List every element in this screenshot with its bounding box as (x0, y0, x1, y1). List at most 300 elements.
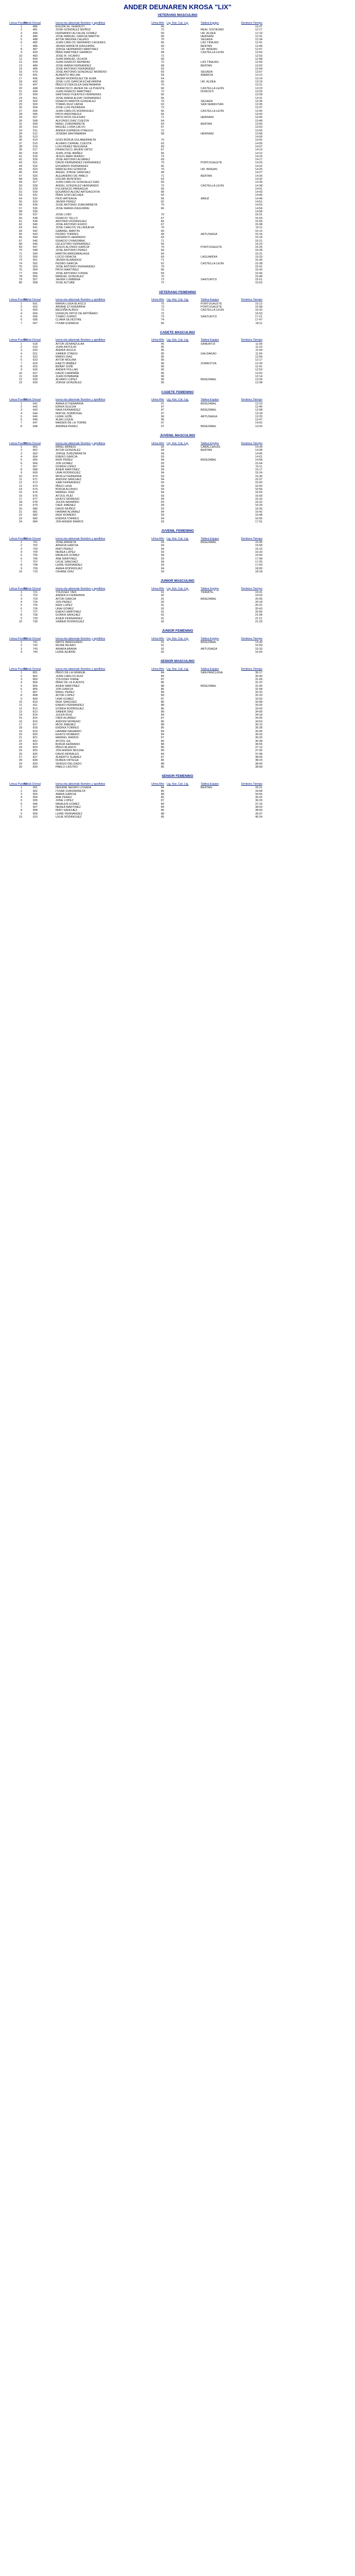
bib-cell: 728 (32, 614, 38, 617)
column-header-club: Taldea Equipo (201, 298, 219, 302)
bib-cell: 813 (32, 710, 38, 714)
birth-year-cell: 73 (161, 155, 164, 158)
column-header-club: Taldea Equipo (201, 667, 219, 671)
bib-cell: 904 (32, 796, 38, 800)
position-cell: 19 (19, 504, 22, 507)
club-cell: BIDEZABAL (201, 402, 217, 405)
bib-cell: 678 (32, 501, 38, 504)
bib-cell: 724 (32, 601, 38, 604)
bib-cell: 818 (32, 726, 38, 730)
runner-name-cell: AINHOA GARCIA (56, 544, 79, 548)
runner-name-cell: JOSE LOIDI (56, 213, 72, 217)
position-cell: 41 (19, 155, 22, 158)
position-cell: 6 (20, 802, 22, 806)
runner-name-cell: JOSE ANTONIO EGIDO (56, 223, 87, 227)
bib-cell: 644 (32, 412, 38, 415)
position-cell: 5 (20, 415, 22, 418)
result-row (9, 570, 346, 573)
bib-cell: 722 (32, 594, 38, 598)
finish-time-cell: 15:37 (255, 478, 262, 482)
league-category-cell (167, 520, 200, 523)
finish-time-cell: 34:53 (255, 720, 262, 723)
birth-year-cell: 69 (161, 145, 164, 148)
birth-year-cell: 94 (161, 465, 164, 468)
section-title: SENIOR FEMENINO (162, 774, 193, 778)
finish-time-cell: 14:38 (255, 449, 262, 452)
birth-year-cell: 69 (161, 44, 164, 48)
bib-cell: 496 (32, 31, 38, 35)
runner-name-cell: ENDIKA TORRES (56, 517, 79, 520)
position-cell: 21 (19, 511, 22, 514)
position-cell: 33 (19, 129, 22, 132)
position-cell: 4 (20, 796, 22, 800)
birth-year-cell: 86 (161, 726, 164, 730)
finish-time-cell: 40:24 (255, 815, 262, 819)
runner-name-cell: JUAN IGNACIO REPARAZ (56, 61, 91, 64)
runner-name-cell: JUAN MANUEL OCHOA (56, 57, 87, 61)
runner-name-cell: EKAITZ MORENO (56, 497, 80, 501)
bib-cell: 808 (32, 694, 38, 698)
birth-year-cell: 91 (161, 597, 164, 601)
bib-cell: 820 (32, 733, 38, 736)
birth-year-cell: 93 (161, 507, 164, 511)
finish-time-cell: 12:07 (255, 25, 262, 28)
bib-cell: 623 (32, 359, 38, 362)
club-cell: LAS TINAJAS (201, 61, 219, 64)
runner-name-cell: AITOR GONZALEZ (56, 449, 81, 452)
birth-year-cell: 91 (161, 604, 164, 607)
bib-cell: 662 (32, 449, 38, 452)
finish-time-cell: 16:16 (255, 497, 262, 501)
birth-year-cell: 65 (161, 96, 164, 100)
bib-cell: 603 (32, 309, 38, 312)
finish-time-cell: 12:50 (255, 51, 262, 55)
bib-cell: 709 (32, 567, 38, 570)
finish-time-cell: 16:55 (255, 517, 262, 520)
club-cell: CASTELLA LEON (201, 184, 224, 188)
club-cell: ARTUSIAGA (201, 415, 218, 418)
position-cell: 3 (20, 792, 22, 796)
birth-year-cell: 72 (161, 129, 164, 132)
birth-year-cell: 91 (161, 644, 164, 648)
league-category-cell (167, 381, 200, 384)
bib-cell: 554 (32, 268, 38, 272)
finish-time-cell: 16:09 (255, 494, 262, 498)
finish-time-cell: 15:23 (255, 242, 262, 246)
runner-name-cell: ASIER FERNANDEZ (56, 617, 83, 620)
finish-time-cell: 13:40 (255, 109, 262, 113)
birth-year-cell: 63 (161, 236, 164, 240)
runner-name-cell: ANTONIO RODRIGUEZ (56, 219, 87, 223)
runner-name-cell: JOSE MANUEL GARCIA MARTIN (56, 35, 99, 38)
position-cell: 75 (19, 265, 22, 268)
birth-year-cell: 88 (161, 723, 164, 727)
finish-time-cell: 33:08 (255, 700, 262, 704)
column-header-position: Lekua Puesto (9, 398, 27, 402)
runner-name-cell: IKER PEREZ (56, 459, 73, 462)
runner-name-cell: BORJA SERRANO (56, 742, 80, 746)
club-cell: ZORROTZA (201, 362, 217, 365)
bib-cell: 667 (32, 465, 38, 468)
runner-name-cell: IGNACIO OYARZABAL (56, 239, 86, 243)
finish-time-cell: 14:41 (255, 187, 262, 191)
position-cell: 6 (20, 41, 22, 45)
section-title: CADETE MASCULINO (160, 330, 195, 334)
club-cell: SEGADA (201, 99, 213, 103)
position-cell: 57 (19, 207, 22, 210)
position-cell: 9 (20, 471, 22, 475)
bib-cell: 526 (32, 177, 38, 181)
finish-time-cell: 16:48 (255, 514, 262, 517)
birth-year-cell: 94 (161, 459, 164, 462)
position-cell: 47 (19, 174, 22, 178)
runner-name-cell: IBON ETXEBERRIA (56, 474, 82, 478)
birth-year-cell: 64 (161, 194, 164, 197)
column-header-league-category: Lig. Kat. Cat. Lig. (167, 667, 189, 671)
bib-cell: 543 (32, 233, 38, 236)
position-cell: 80 (19, 281, 22, 285)
birth-year-cell: 89 (161, 691, 164, 694)
bib-cell: 521 (32, 161, 38, 165)
birth-year-cell: 95 (161, 355, 164, 359)
bib-cell: 803 (32, 677, 38, 681)
bib-cell: 602 (32, 306, 38, 309)
runner-name-cell: PEIO ARTEAGA (56, 197, 77, 200)
finish-time-cell: 14:02 (255, 421, 262, 425)
bib-cell: 509 (32, 122, 38, 126)
runner-name-cell: IÑAKI GOICOECHEA (56, 194, 84, 197)
runner-name-cell: IÑIGO BLANCO (56, 746, 77, 750)
runner-name-cell: LEIRE GOÑI (56, 415, 73, 418)
position-cell: 6 (20, 607, 22, 611)
runner-name-cell: MAIALEN GOMEZ (56, 554, 80, 557)
runner-name-cell: XABI FERNANDEZ (56, 481, 81, 485)
bib-cell: 551 (32, 259, 38, 262)
position-cell: 6 (20, 359, 22, 362)
finish-time-cell: 13:42 (255, 113, 262, 116)
position-cell: 3 (20, 452, 22, 455)
birth-year-cell: 94 (161, 547, 164, 551)
finish-time-cell: 15:40 (255, 541, 262, 545)
birth-year-cell: 68 (161, 171, 164, 175)
bib-cell: 814 (32, 714, 38, 717)
position-cell: 23 (19, 96, 22, 100)
birth-year-cell: 94 (161, 544, 164, 548)
birth-year-cell: 84 (161, 671, 164, 675)
bib-cell: 536 (32, 210, 38, 213)
bib-cell: 826 (32, 752, 38, 756)
category-cell (39, 816, 52, 819)
birth-year-cell: 87 (161, 799, 164, 803)
bib-cell: 528 (32, 184, 38, 188)
birth-year-cell: 86 (161, 765, 164, 769)
club-cell: SEGADA (201, 71, 213, 74)
finish-time-cell: 19:53 (255, 594, 262, 598)
birth-year-cell: 69 (161, 256, 164, 259)
position-cell: 30 (19, 119, 22, 123)
position-cell: 5 (20, 459, 22, 462)
finish-time-cell: 35:28 (255, 726, 262, 730)
finish-time-cell: 36:03 (255, 733, 262, 736)
runner-name-cell: NEREA LOPEZ (56, 551, 76, 554)
column-header-row (9, 438, 346, 445)
column-header-league-category: Lig. Kat. Cat. Lig. (167, 398, 189, 402)
runner-name-cell: IÑIGO LASA (56, 484, 72, 488)
birth-year-cell: 93 (161, 468, 164, 472)
club-cell: AMAROA (201, 74, 214, 77)
runner-name-cell: LUCIO GRACIA (56, 256, 77, 259)
birth-year-cell: 69 (161, 122, 164, 126)
column-header-position: Lekua Puesto (9, 637, 27, 640)
runner-name-cell: AITZOL GIL (56, 739, 71, 743)
birth-year-cell: 65 (161, 109, 164, 113)
finish-time-cell: 15:33 (255, 647, 262, 651)
birth-year-cell: 95 (161, 371, 164, 375)
position-cell: 22 (19, 514, 22, 517)
position-cell: 6 (20, 687, 22, 691)
bib-cell: 546 (32, 242, 38, 246)
birth-year-cell: 93 (161, 481, 164, 485)
birth-year-cell: 94 (161, 449, 164, 452)
column-header-league-category: Lig. Kat. Cat. Lig. (167, 782, 189, 786)
finish-time-cell: 13:26 (255, 90, 262, 93)
club-cell: UR. BIDEAN (201, 168, 218, 172)
position-cell: 7 (20, 321, 22, 325)
birth-year-cell: 88 (161, 684, 164, 688)
birth-year-cell: 97 (161, 402, 164, 405)
runner-name-cell: JUAN CARLOS GONZALEZ DIAZ (56, 181, 100, 184)
finish-time-cell: 15:38 (255, 262, 262, 265)
bib-cell: 492 (32, 80, 38, 84)
position-cell: 5 (20, 38, 22, 42)
runner-name-cell: JUAN CARLOS SERRANO CACERES (56, 41, 105, 45)
birth-year-cell: 71 (161, 174, 164, 178)
birth-year-cell: 86 (161, 809, 164, 812)
bib-cell: 525 (32, 174, 38, 178)
position-cell: 2 (20, 789, 22, 793)
finish-time-cell: 14:30 (255, 446, 262, 449)
birth-year-cell: 66 (161, 35, 164, 38)
club-cell: ARTUSIAGA (201, 647, 218, 651)
runner-name-cell: GOIO BORJA SOLABERRIETA (56, 139, 96, 142)
finish-time-cell: 12:17 (255, 359, 262, 362)
bib-cell: 628 (32, 375, 38, 378)
birth-year-cell: 86 (161, 687, 164, 691)
runner-name-cell: JOSE MARIA FERNANDEZ (56, 64, 92, 67)
position-cell: 61 (19, 219, 22, 223)
result-row (9, 281, 346, 284)
runner-name-cell: JAVIER LOMBERA (56, 278, 81, 282)
position-cell: 67 (19, 239, 22, 243)
bib-cell: 515 (32, 142, 38, 145)
birth-year-cell: 93 (161, 570, 164, 573)
bib-cell: 812 (32, 707, 38, 710)
club-cell: SAN PANCLENA (201, 671, 223, 675)
finish-time-cell: 21:33 (255, 620, 262, 623)
runner-name-cell: ENEKO GARCIA (56, 455, 78, 459)
finish-time-cell: 36:38 (255, 739, 262, 743)
club-cell: BERTAN (201, 174, 212, 178)
runner-name-cell: JOSE ANTONIO FERNANDEZ (56, 67, 95, 71)
position-cell: 2 (20, 674, 22, 678)
birth-year-cell: 84 (161, 733, 164, 736)
runner-name-cell: BEGOÑA ALBIZU (56, 309, 79, 312)
finish-time-cell: 31:05 (255, 677, 262, 681)
column-header-position: Lekua Puesto (9, 338, 27, 342)
finish-time-cell: 13:07 (255, 71, 262, 74)
birth-year-cell: 70 (161, 246, 164, 249)
runner-name-cell: JON GARCIA (56, 687, 74, 691)
birth-year-cell: 70 (161, 83, 164, 87)
club-cell: SAMURTZI (201, 342, 216, 346)
runner-name-cell: IRUNE BILBAO (56, 644, 76, 648)
runner-name-cell: ALBA LUQUE (56, 418, 74, 422)
position-cell: 9 (20, 697, 22, 701)
position-cell: 18 (19, 80, 22, 84)
runner-name-cell: ANDER POLLAN (56, 368, 78, 372)
finish-time-cell: 19:41 (255, 591, 262, 595)
position-cell: 2 (20, 644, 22, 648)
bib-cell: 705 (32, 554, 38, 557)
runner-name-cell: KAETO IBAÑEZ (56, 362, 77, 365)
finish-time-cell: 14:56 (255, 207, 262, 210)
position-cell: 27 (19, 756, 22, 759)
position-cell: 6 (20, 462, 22, 465)
finish-time-cell: 33:21 (255, 786, 262, 790)
runner-name-cell: OIHANE DIAZ (56, 570, 74, 573)
birth-year-cell: 68 (161, 191, 164, 194)
position-cell: 36 (19, 139, 22, 142)
position-cell: 16 (19, 494, 22, 498)
category-cell (39, 322, 52, 325)
section-title: JUVENIL FEMENINO (161, 529, 194, 533)
bib-cell: 710 (32, 570, 38, 573)
category-cell (39, 620, 52, 623)
column-header-row (9, 533, 346, 540)
category-cell (39, 766, 52, 769)
column-header-row (9, 583, 346, 590)
runner-name-cell: FRANCISCO JAVIER DE LA PUENTE (56, 87, 105, 90)
bib-cell: 641 (32, 402, 38, 405)
runner-name-cell: ALEJANDRO DE PABLO (56, 174, 88, 178)
finish-time-cell: 13:14 (255, 77, 262, 80)
column-header-position: Lekua Puesto (9, 21, 27, 25)
runner-name-cell: ENDIKA TORRES (56, 726, 79, 730)
column-header-club: Taldea Equipo (201, 398, 219, 402)
finish-time-cell: 13:53 (255, 126, 262, 129)
runner-name-cell: YOUSSEF DIANE (56, 677, 79, 681)
runner-name-cell: FRANCISCO JAVIER ORTIZ (56, 148, 93, 152)
result-row (9, 816, 346, 819)
runner-name-cell: JOSE ANTONIO CONDE (56, 272, 88, 275)
column-header-position: Lekua Puesto (9, 587, 27, 590)
bib-cell: 629 (32, 378, 38, 382)
position-cell: 9 (20, 51, 22, 55)
birth-year-cell: 87 (161, 717, 164, 720)
birth-year-cell: 68 (161, 51, 164, 55)
finish-time-cell: 34:00 (255, 710, 262, 714)
club-cell: GALDAKAO (201, 352, 217, 355)
birth-year-cell: 91 (161, 591, 164, 595)
club-cell: CASTELLA LEON (201, 262, 224, 265)
position-cell: 23 (19, 517, 22, 520)
birth-year-cell: 94 (161, 554, 164, 557)
birth-year-cell: 93 (161, 487, 164, 491)
birth-year-cell: 93 (161, 455, 164, 459)
position-cell: 17 (19, 497, 22, 501)
birth-year-cell: 88 (161, 742, 164, 746)
results-section (9, 330, 346, 385)
position-cell: 1 (20, 342, 22, 346)
runner-name-cell: IÑAKI DE LA FUENTE (56, 681, 84, 685)
birth-year-cell: 66 (161, 207, 164, 210)
position-cell: 10 (19, 371, 22, 375)
runner-name-cell: XABIER DIAZ (56, 710, 74, 714)
league-category-cell (167, 322, 200, 325)
position-cell: 8 (20, 48, 22, 52)
birth-year-cell: 94 (161, 478, 164, 482)
position-cell: 46 (19, 171, 22, 175)
runner-name-cell: GORKA RODRIGUEZ (56, 707, 84, 710)
position-cell: 18 (19, 726, 22, 730)
column-header-club: Taldea Equipo (201, 21, 219, 25)
bib-cell: 507 (32, 116, 38, 120)
finish-time-cell: 12:59 (255, 61, 262, 64)
finish-time-cell: 13:48 (255, 119, 262, 123)
finish-time-cell: 13:04 (255, 67, 262, 71)
club-cell (200, 322, 239, 325)
position-cell: 2 (20, 346, 22, 349)
finish-time-cell: 15:33 (255, 256, 262, 259)
finish-time-cell: 15:11 (255, 465, 262, 468)
finish-time-cell: 12:58 (255, 57, 262, 61)
finish-time-cell: 15:04 (255, 462, 262, 465)
bib-cell: 622 (32, 355, 38, 359)
position-cell: 7 (20, 362, 22, 365)
position-cell: 49 (19, 181, 22, 184)
position-cell: 12 (19, 378, 22, 382)
column-header-bib: Bibluk Dorsal (24, 667, 41, 671)
runner-name-cell: IKER SANCHEZ (56, 700, 77, 704)
birth-year-cell: 72 (161, 312, 164, 315)
runner-name-cell: JONE LOPEZ (56, 799, 74, 803)
position-cell: 14 (19, 714, 22, 717)
finish-time-cell: 15:58 (255, 306, 262, 309)
position-cell: 3 (20, 647, 22, 651)
bib-cell: 557 (32, 278, 38, 282)
position-cell: 12 (19, 481, 22, 485)
position-cell: 3 (20, 349, 22, 352)
bib-cell: 682 (32, 514, 38, 517)
runner-name-cell: JOSE MARIA IZAGUIRRE (56, 207, 90, 210)
birth-year-cell: 92 (161, 594, 164, 598)
finish-time-cell: 34:18 (255, 714, 262, 717)
club-cell: HERNANI (201, 116, 214, 120)
birth-year-cell: 73 (161, 306, 164, 309)
finish-time-cell: 15:24 (255, 471, 262, 475)
bib-cell: 547 (32, 246, 38, 249)
position-cell: 11 (19, 57, 22, 61)
runner-name-cell: NEKANE NEGRO LOSADA (56, 786, 92, 790)
finish-time-cell: 21:08 (255, 614, 262, 617)
club-cell: HERNANI (201, 132, 214, 135)
position-cell: 60 (19, 216, 22, 220)
bib-cell: 556 (32, 275, 38, 278)
club-cell: BIDEZABAL (201, 597, 217, 601)
club-cell: LAGUARDIA (201, 256, 218, 259)
club-cell: BIDEZABAL (201, 684, 217, 688)
birth-year-cell: 95 (161, 346, 164, 349)
